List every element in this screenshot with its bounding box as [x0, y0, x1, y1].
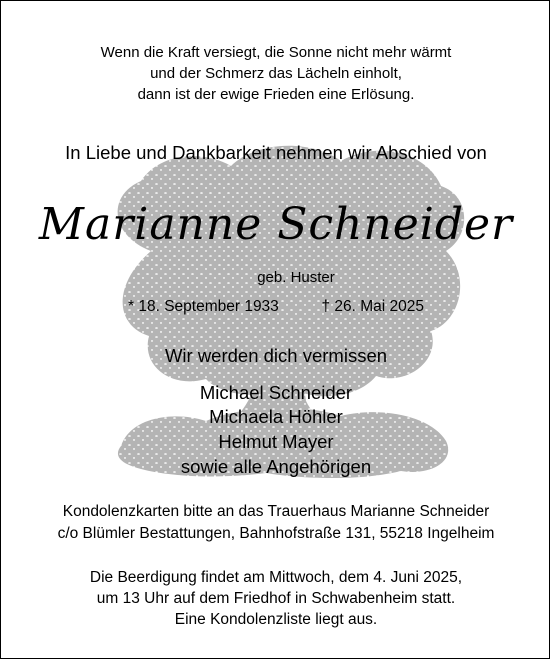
- poem-line-2: und der Schmerz das Lächeln einholt,: [150, 65, 402, 82]
- funeral-line-3: Eine Kondolenzliste liegt aus.: [174, 611, 378, 628]
- condolence-line-2: c/o Blümler Bestattungen, Bahnhofstraße 131, 55218 Ingelheim: [57, 525, 495, 542]
- maiden-name: geb. Huster: [257, 269, 335, 286]
- poem-line-3: dann ist der ewige Frieden eine Erlösung.: [137, 86, 415, 103]
- family-member-1: Michael Schneider: [199, 382, 353, 403]
- miss-text: Wir werden dich vermissen: [164, 345, 388, 366]
- condolence-line-1: Kondolenzkarten bitte an das Trauerhaus Marianne Schneider: [62, 503, 490, 520]
- farewell-intro: In Liebe und Dankbarkeit nehmen wir Abschied von: [65, 142, 487, 163]
- funeral-line-2: um 13 Uhr auf dem Friedhof in Schwabenheim statt.: [96, 590, 456, 607]
- family-others: sowie alle Angehörigen: [180, 456, 372, 477]
- funeral-line-1: Die Beerdigung findet am Mittwoch, dem 4. Juni 2025,: [89, 569, 463, 586]
- birth-date: * 18. September 1933: [128, 298, 279, 315]
- deceased-name: Marianne Schneider: [38, 199, 514, 250]
- family-member-3: Helmut Mayer: [218, 431, 334, 452]
- life-dates: [1, 298, 550, 316]
- family-member-2: Michaela Höhler: [209, 406, 343, 427]
- death-date: † 26. Mai 2025: [321, 298, 424, 315]
- poem-line-1: Wenn die Kraft versiegt, die Sonne nicht mehr wärmt: [100, 44, 452, 61]
